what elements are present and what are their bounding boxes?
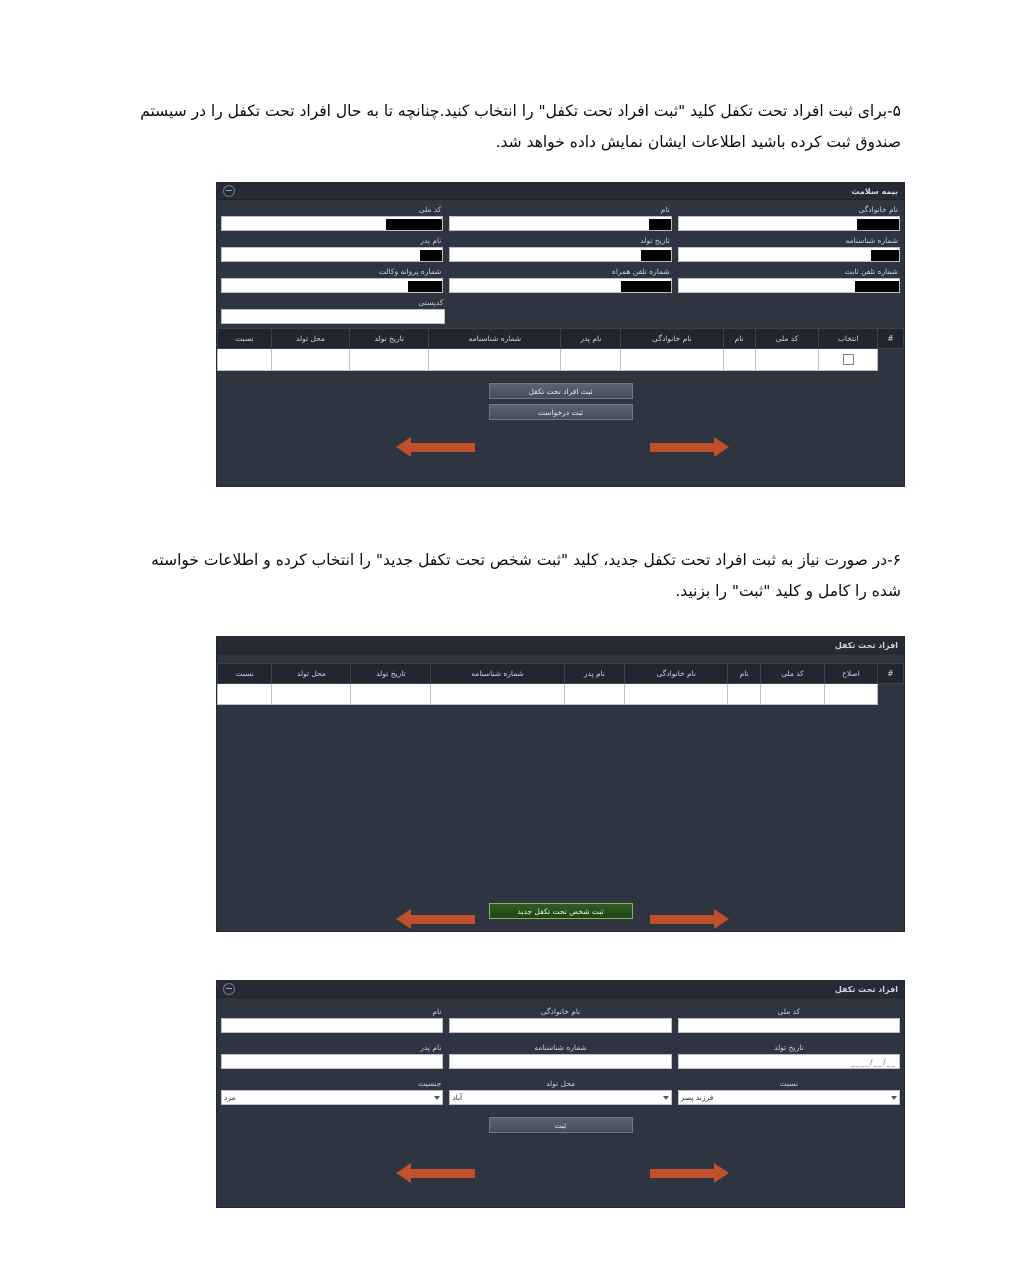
annotation-arrow-left-to-right (650, 915, 715, 924)
father-name-input[interactable] (221, 247, 443, 262)
cell-index (878, 349, 904, 371)
screenshot-salamat-form (216, 182, 905, 487)
register-dependents-wrap (217, 383, 904, 399)
th-first-name: نام (728, 664, 761, 684)
dependents-table (217, 663, 904, 705)
form-row-1 (219, 1006, 902, 1033)
cell-birth-date (351, 684, 431, 705)
birth-place-value: آباد (452, 1093, 463, 1102)
first-name-input[interactable] (221, 1018, 443, 1033)
field-relation (676, 1078, 902, 1105)
annotation-arrow-left-to-right (650, 1169, 715, 1178)
th-father-name: نام پدر (561, 329, 621, 349)
form-area (217, 200, 904, 324)
form-row-3 (219, 266, 902, 293)
last-name-input[interactable] (678, 216, 900, 231)
submit-wrap (217, 1117, 904, 1133)
cell-birth-place (272, 684, 351, 705)
panel-title: افراد تحت تکفل (834, 640, 898, 650)
field-gender (219, 1078, 445, 1105)
field-card-phone (676, 266, 902, 293)
collapse-icon[interactable] (223, 983, 235, 995)
th-select: انتخاب (819, 329, 878, 349)
table-row (218, 349, 904, 371)
field-mobile (447, 266, 673, 293)
cell-last-name (625, 684, 728, 705)
annotation-arrow-right-to-left (410, 915, 475, 924)
form-row-4 (219, 297, 902, 324)
new-dependent-wrap (217, 903, 904, 919)
cell-first-name (728, 684, 761, 705)
cell-birth-place (271, 349, 349, 371)
submit-button[interactable]: ثبت (489, 1117, 633, 1133)
field-last-name (676, 204, 902, 231)
field-birth-date (676, 1042, 902, 1069)
screenshot-dependents-list (216, 636, 905, 932)
field-label: شماره شناسنامه (534, 1043, 587, 1052)
field-birth-date (447, 235, 673, 262)
field-label: نام (660, 205, 670, 214)
field-father-name (219, 235, 445, 262)
form-row-2 (219, 1042, 902, 1069)
lawyer-file-input[interactable] (221, 278, 443, 293)
field-label: شماره تلفن ثابت (844, 267, 898, 276)
postal-code-input[interactable] (221, 309, 445, 324)
cell-last-name (621, 349, 723, 371)
th-relation: نسبت (218, 664, 272, 684)
paragraph-step-6: ۶-در صورت نیاز به ثبت افراد تحت تکفل جدید، کلید "ثبت شخص تحت تکفل جدید" را انتخاب کرده و اطلاعات خواسته شده را کامل و کلید "ثبت" را بزنید. (151, 551, 901, 600)
cell-birth-date (350, 349, 429, 371)
th-father-name: نام پدر (564, 664, 624, 684)
th-birth-date: تاریخ تولد (351, 664, 431, 684)
panel-titlebar (217, 183, 904, 200)
cell-id-number (429, 349, 561, 371)
row-checkbox[interactable] (843, 354, 854, 365)
th-id-number: شماره شناسنامه (429, 329, 561, 349)
id-number-input[interactable] (678, 247, 900, 262)
cell-father-name (561, 349, 621, 371)
gender-select[interactable] (221, 1090, 443, 1105)
table-header-row (218, 329, 904, 349)
chevron-down-icon (434, 1096, 440, 1100)
national-code-input[interactable] (678, 1018, 900, 1033)
field-label: شماره پروانه وکالت (378, 267, 442, 276)
cell-national-code (755, 349, 819, 371)
field-label: جنسیت (418, 1079, 442, 1088)
cell-relation (218, 349, 272, 371)
field-first-name (219, 1006, 445, 1033)
field-label: نسبت (779, 1079, 799, 1088)
paragraph-step-5: ۵-برای ثبت افراد تحت تکفل کلید "ثبت افراد تحت تکفل" را انتخاب کنید.چنانچه تا به حال افراد تحت تکفل را در سیستم صندوق ثبت کرده باشید اطلاعات ایشان نمایش داده خواهد شد. (140, 102, 901, 151)
screenshot-new-dependent-form (216, 980, 905, 1208)
field-first-name (447, 204, 673, 231)
th-birth-date: تاریخ تولد (350, 329, 429, 349)
form-row-2 (219, 235, 902, 262)
last-name-input[interactable] (449, 1018, 671, 1033)
field-label: شماره تلفن همراه (611, 267, 670, 276)
table-header-row (218, 664, 904, 684)
register-request-wrap (217, 404, 904, 420)
relation-value: فرزند پسر (680, 1093, 714, 1102)
form-area (217, 998, 904, 1105)
register-dependents-button[interactable]: ثبت افراد تحت تکفل (489, 383, 633, 399)
register-request-button[interactable]: ثبت درخواست (489, 404, 633, 420)
chevron-down-icon (891, 1096, 897, 1100)
field-id-number (447, 1042, 673, 1069)
annotation-arrow-right-to-left (410, 443, 475, 452)
cell-relation (218, 684, 272, 705)
cell-father-name (564, 684, 624, 705)
new-dependent-button[interactable]: ثبت شخص تحت تکفل جدید (489, 903, 633, 919)
th-birth-place: محل تولد (271, 329, 349, 349)
spacer (449, 297, 902, 324)
field-label: نام خانوادگی (540, 1007, 581, 1016)
field-father-name (219, 1042, 445, 1069)
field-lawyer-file (219, 266, 445, 293)
id-number-input[interactable] (449, 1054, 671, 1069)
first-name-input[interactable] (449, 216, 671, 231)
th-last-name: نام خانوادگی (625, 664, 728, 684)
panel-titlebar (217, 637, 904, 654)
form-row-3 (219, 1078, 902, 1105)
dependents-table (217, 328, 904, 371)
field-postal-code (219, 297, 447, 324)
field-label: کدپستی (418, 298, 444, 307)
mobile-input[interactable] (449, 278, 671, 293)
father-name-input[interactable] (221, 1054, 443, 1069)
form-row-1 (219, 204, 902, 231)
th-index: # (877, 664, 903, 684)
cell-index (877, 684, 903, 705)
panel-title: افراد تحت تکفل (834, 984, 898, 994)
field-birth-place (447, 1078, 673, 1105)
gender-value: مرد (224, 1093, 236, 1102)
th-id-number: شماره شناسنامه (431, 664, 564, 684)
field-label: نام خانوادگی (858, 205, 898, 214)
cell-first-name (723, 349, 755, 371)
th-index: # (878, 329, 904, 349)
collapse-icon[interactable] (223, 185, 235, 197)
cell-select[interactable] (819, 349, 878, 371)
field-label: محل تولد (545, 1079, 576, 1088)
field-label: کد ملی (777, 1007, 801, 1016)
cell-id-number (431, 684, 564, 705)
chevron-down-icon (663, 1096, 669, 1100)
field-label: نام پدر (420, 1043, 442, 1052)
table-row (218, 684, 904, 705)
th-first-name: نام (723, 329, 755, 349)
th-last-name: نام خانوادگی (621, 329, 723, 349)
th-edit: اصلاح (825, 664, 878, 684)
annotation-arrow-right-to-left (410, 1169, 475, 1178)
field-label: کد ملی (418, 205, 442, 214)
th-relation: نسبت (218, 329, 272, 349)
birth-date-value: __/__/____ (850, 1058, 896, 1067)
th-national-code: کد ملی (755, 329, 819, 349)
th-birth-place: محل تولد (272, 664, 351, 684)
cell-national-code (760, 684, 824, 705)
panel-title: بیمه سلامت (851, 186, 898, 196)
field-label: نام (432, 1007, 442, 1016)
field-national-code (219, 204, 445, 231)
field-national-code (676, 1006, 902, 1033)
field-label: شماره شناسنامه (845, 236, 898, 245)
field-label: نام پدر (420, 236, 442, 245)
birth-place-select[interactable] (449, 1090, 671, 1105)
panel-titlebar (217, 981, 904, 998)
field-label: تاریخ تولد (774, 1043, 804, 1052)
birth-date-input[interactable] (678, 1054, 900, 1069)
relation-select[interactable] (678, 1090, 900, 1105)
card-phone-input[interactable] (678, 278, 900, 293)
field-last-name (447, 1006, 673, 1033)
birth-date-input[interactable] (449, 247, 671, 262)
cell-edit[interactable] (825, 684, 878, 705)
national-code-input[interactable] (221, 216, 443, 231)
field-label: تاریخ تولد (640, 236, 670, 245)
field-id-number (676, 235, 902, 262)
th-national-code: کد ملی (760, 664, 824, 684)
annotation-arrow-left-to-right (650, 443, 715, 452)
